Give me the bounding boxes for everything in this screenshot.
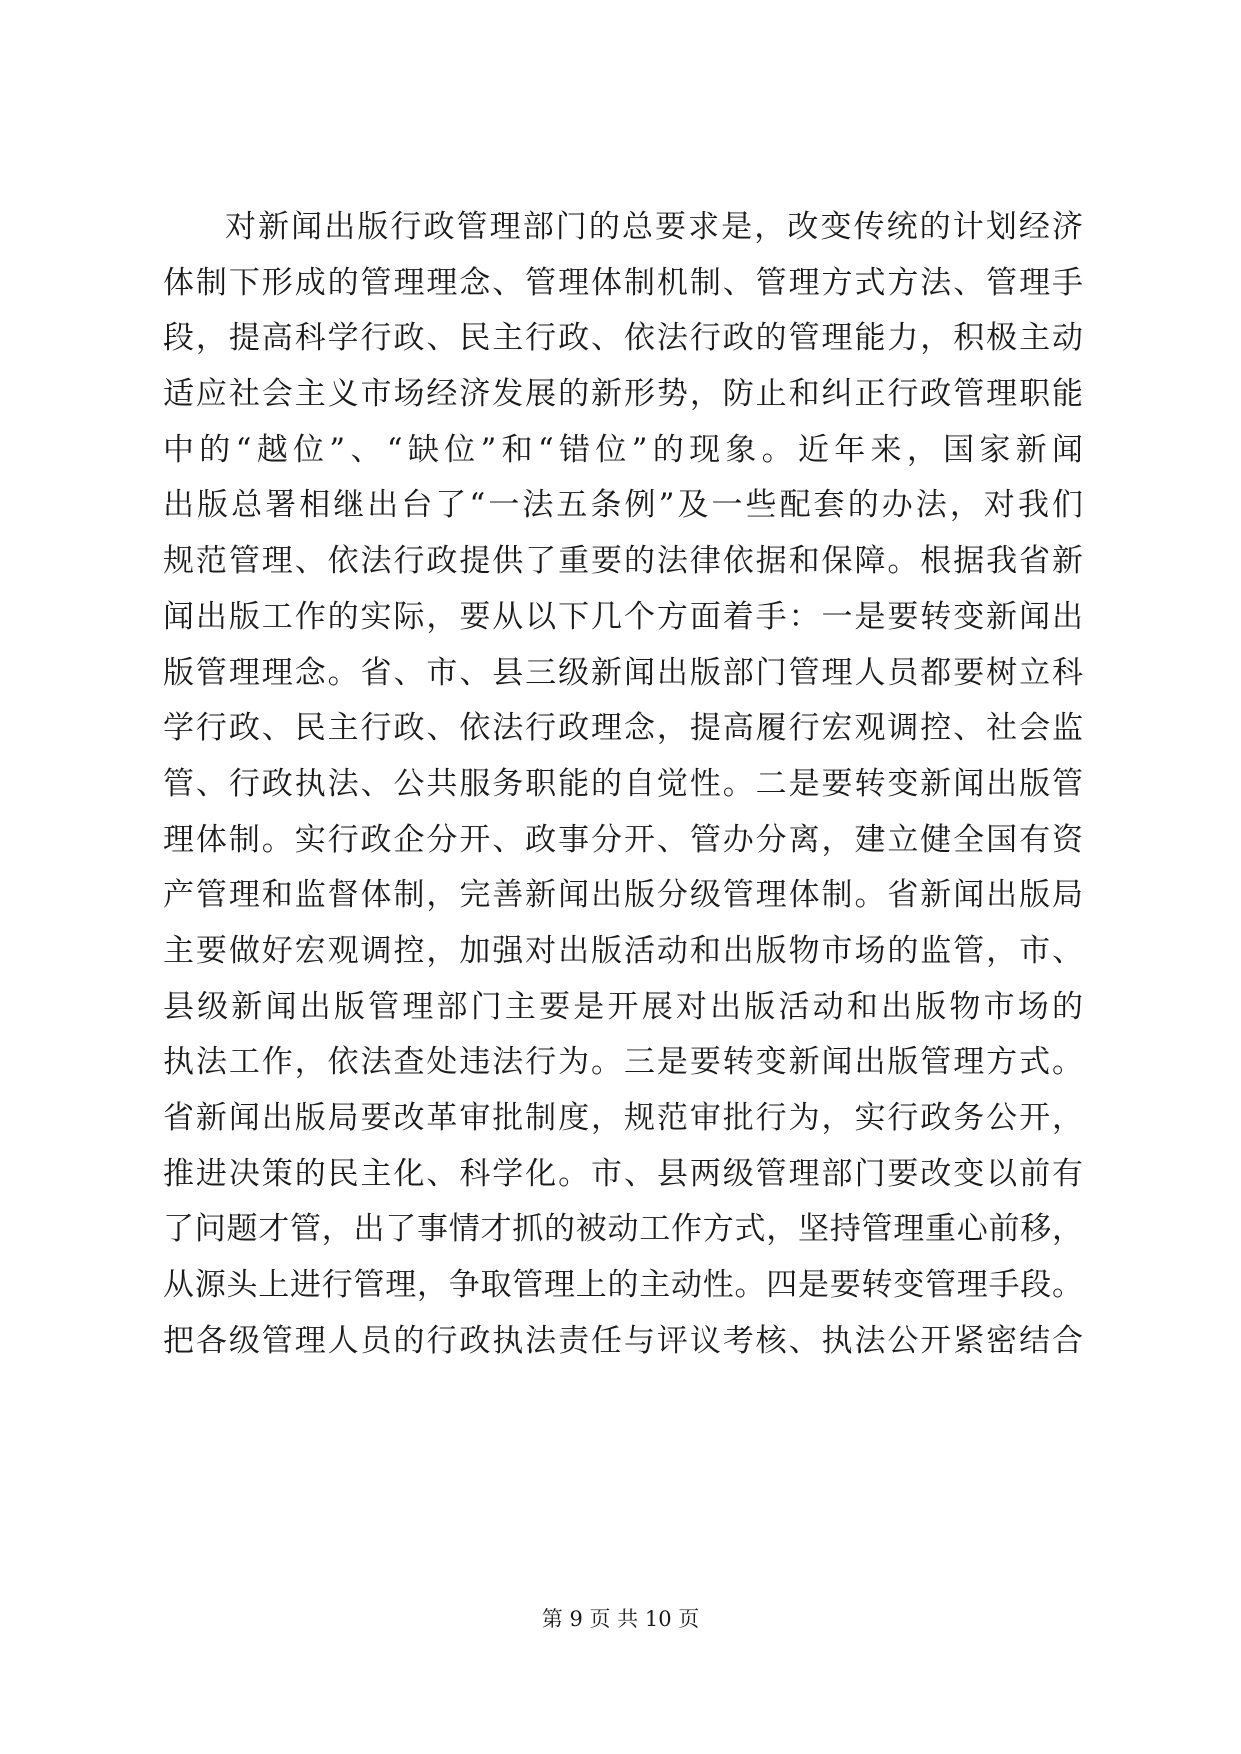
text-line: 产管理和监督体制，完善新闻出版分级管理体制。省新闻出版局 (163, 877, 1083, 914)
text-line: 体制下形成的管理理念、管理体制机制、管理方式方法、管理手 (163, 264, 1083, 301)
text-line: 主要做好宏观调控，加强对出版活动和出版物市场的监管，市、 (163, 932, 1083, 969)
text-line: 把各级管理人员的行政执法责任与评议考核、执法公开紧密结合 (163, 1322, 1083, 1359)
text-line: 规范管理、依法行政提供了重要的法律依据和保障。根据我省新 (163, 543, 1083, 580)
page-number-footer: 第 9 页 共 10 页 (541, 1607, 700, 1631)
text-line: 段，提高科学行政、民主行政、依法行政的管理能力，积极主动 (163, 320, 1083, 357)
body-paragraph (163, 200, 1083, 1369)
text-line: 适应社会主义市场经济发展的新形势，防止和纠正行政管理职能 (163, 376, 1083, 413)
text-line: 了问题才管，出了事情才抓的被动工作方式，坚持管理重心前移， (163, 1211, 1083, 1248)
text-line: 从源头上进行管理，争取管理上的主动性。四是要转变管理手段。 (163, 1267, 1083, 1304)
text-line: 县级新闻出版管理部门主要是开展对出版活动和出版物市场的 (163, 988, 1083, 1025)
text-line: 执法工作，依法查处违法行为。三是要转变新闻出版管理方式。 (163, 1044, 1083, 1081)
text-line: 省新闻出版局要改革审批制度，规范审批行为，实行政务公开， (163, 1100, 1083, 1136)
text-line: 管、行政执法、公共服务职能的自觉性。二是要转变新闻出版管 (163, 765, 1083, 802)
text-line: 理体制。实行政企分开、政事分开、管办分离，建立健全国有资 (163, 821, 1083, 858)
text-line: 出版总署相继出台了“一法五条例”及一些配套的办法，对我们 (163, 487, 1083, 524)
text-line: 推进决策的民主化、科学化。市、县两级管理部门要改变以前有 (163, 1155, 1083, 1192)
text-line: 版管理理念。省、市、县三级新闻出版部门管理人员都要树立科 (163, 654, 1083, 691)
text-line: 学行政、民主行政、依法行政理念，提高履行宏观调控、社会监 (163, 710, 1083, 747)
text-line: 对新闻出版行政管理部门的总要求是，改变传统的计划经济 (225, 209, 1083, 245)
text-line: 中的“越位”、“缺位”和“错位”的现象。近年来，国家新闻 (163, 431, 1083, 468)
text-line: 闻出版工作的实际，要从以下几个方面着手：一是要转变新闻出 (163, 598, 1083, 635)
